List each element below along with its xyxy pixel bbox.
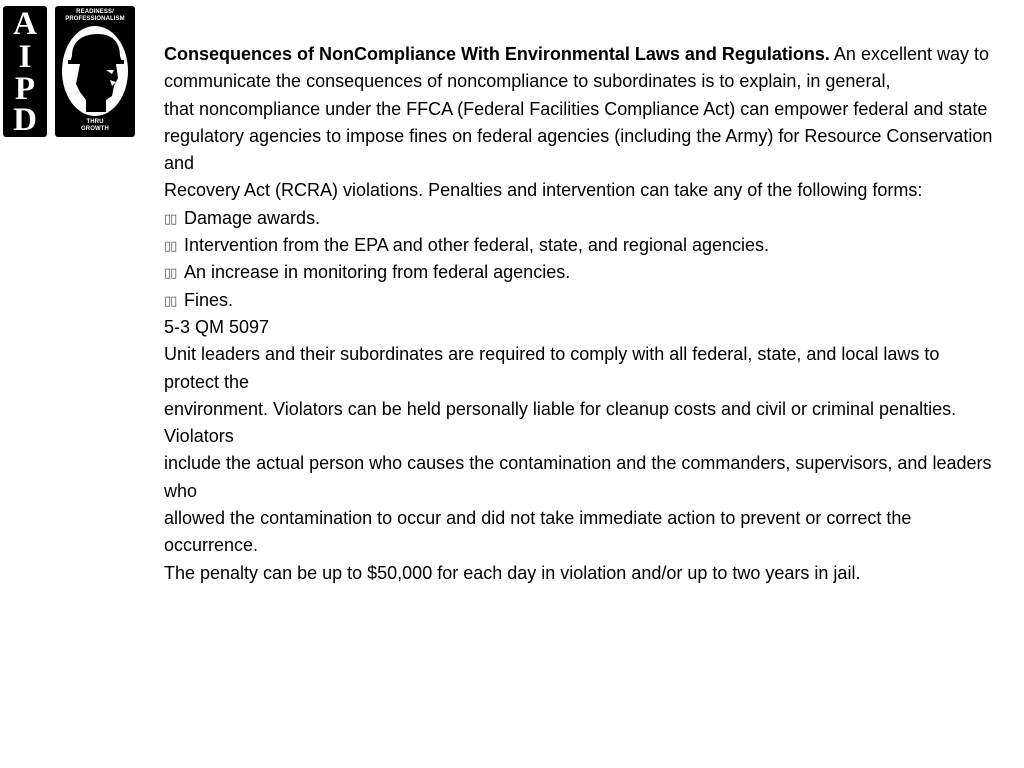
bullet-glyph-icon: ▯▯ — [164, 265, 177, 281]
intro-line: that noncompliance under the FFCA (Federal Facilities Compliance Act) can empower federal and state — [164, 98, 988, 119]
intro-line: regulatory agencies to impose fines on federal agencies (including the Army) for Resource Conservation and — [164, 125, 993, 174]
document-body — [164, 41, 994, 587]
logo-emblem-panel — [55, 6, 135, 137]
bullet-glyph-icon: ▯▯ — [164, 238, 177, 254]
bullet-item — [164, 205, 994, 232]
page-reference: 5-3 QM 5097 — [164, 316, 270, 337]
section-heading: Consequences of NonCompliance With Environmental Laws and Regulations. — [164, 44, 830, 64]
logo-letter-p: P — [14, 71, 36, 107]
logo-letters-block — [3, 6, 47, 137]
logo-caption-growth: GROWTH — [81, 126, 109, 132]
body-line: allowed the contamination to occur and did not take immediate action to prevent or correct the occurrence. — [164, 508, 912, 556]
logo-caption-readiness: READINESS/ — [76, 9, 114, 15]
bullet-glyph-icon: ▯▯ — [164, 210, 177, 226]
bullet-text: Damage awards. — [184, 207, 321, 228]
intro-line: An excellent way to communicate the consequences of noncompliance to subordinates is to explain, in general, — [164, 44, 990, 92]
bullet-glyph-icon: ▯▯ — [164, 292, 177, 308]
logo-caption-thru: THRU — [86, 119, 104, 125]
bullet-text: Fines. — [184, 289, 234, 310]
intro-line: Recovery Act (RCRA) violations. Penalties and intervention can take any of the following forms: — [164, 180, 923, 201]
bullet-item — [164, 232, 994, 259]
body-line: The penalty can be up to $50,000 for each day in violation and/or up to two years in jail. — [164, 562, 861, 583]
bullet-item — [164, 259, 994, 286]
body-line: Unit leaders and their subordinates are required to comply with all federal, state, and local laws to protect the — [164, 344, 940, 392]
logo-letter-d: D — [13, 102, 37, 138]
bullet-text: Intervention from the EPA and other federal, state, and regional agencies. — [184, 235, 770, 256]
logo-letter-i: I — [18, 39, 32, 75]
aipd-logo — [3, 6, 135, 138]
logo-caption-professionalism: PROFESSIONALISM — [65, 16, 125, 22]
soldier-head-icon — [62, 26, 128, 116]
body-line: include the actual person who causes the contamination and the commanders, supervisors, and leaders who — [164, 453, 992, 501]
bullet-text: An increase in monitoring from federal agencies. — [184, 262, 571, 283]
intro-paragraph — [164, 41, 994, 96]
bullet-item — [164, 287, 994, 314]
body-line: environment. Violators can be held personally liable for cleanup costs and civil or criminal penalties. Violators — [164, 398, 957, 447]
logo-letter-a: A — [13, 6, 37, 42]
